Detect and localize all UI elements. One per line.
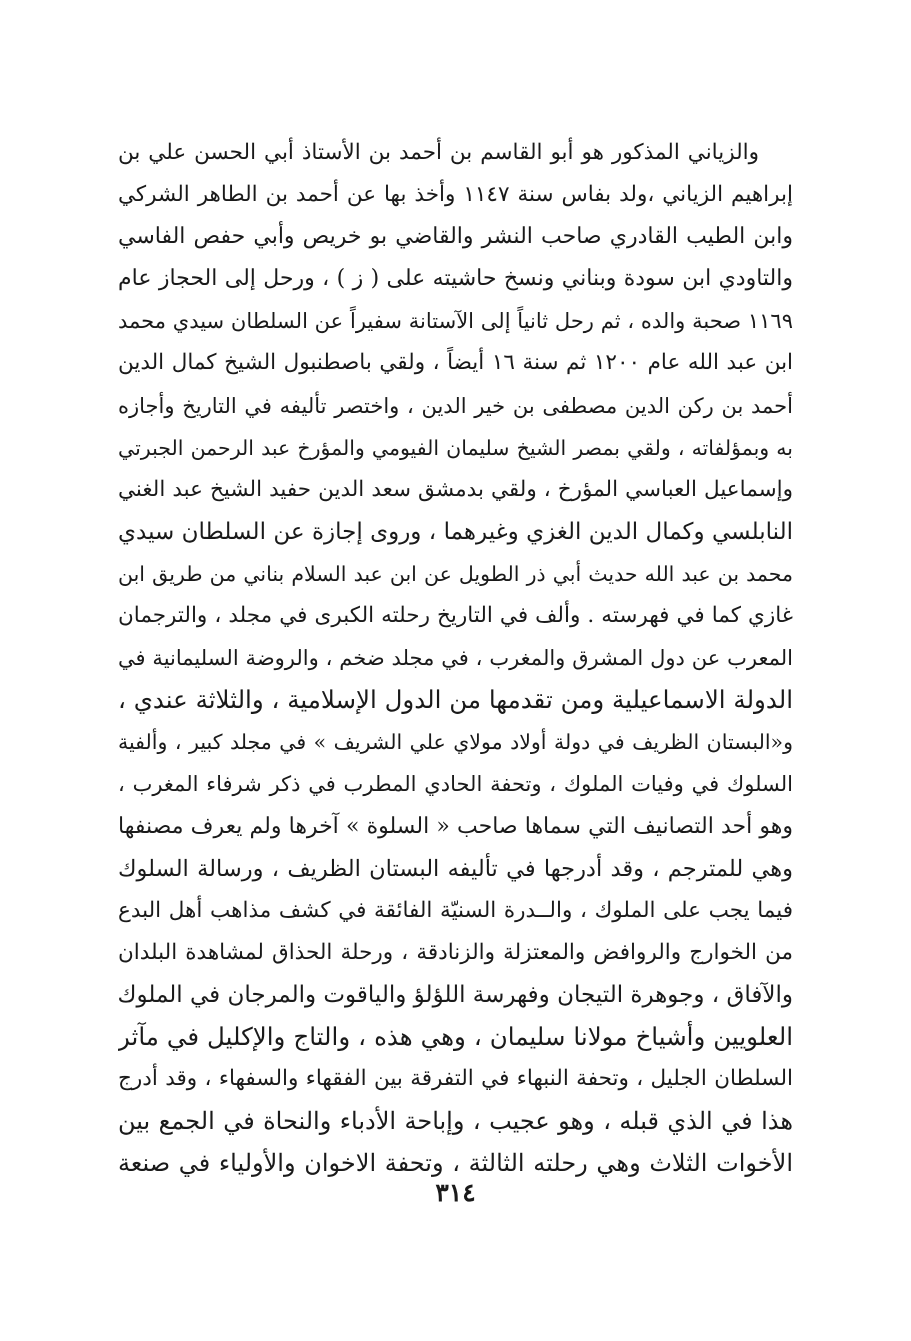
text-line: إبراهيم الزياني ،ولد بفاس سنة ١١٤٧ وأخذ بها عن أحمد بن الطاهر الشركي (118, 182, 793, 208)
text-line: ابن عبد الله عام ١٢٠٠ ثم سنة ١٦ أيضاً ، ولقي باصطنبول الشيخ كمال الدين (118, 350, 793, 376)
text-line: هذا في الذي قبله ، وهو عجيب ، وإباحة الأدباء والنحاة في الجمع بين (118, 1107, 793, 1136)
text-line: وهو أحد التصانيف التي سماها صاحب « السلوة » آخرها ولم يعرف مصنفها (118, 813, 793, 839)
text-line: وإسماعيل العباسي المؤرخ ، ولقي بدمشق سعد الدين حفيد الشيخ عبد الغني (118, 476, 793, 502)
text-line: السلوك في وفيات الملوك ، وتحفة الحادي المطرب في ذكر شرفاء المغرب ، (118, 772, 793, 797)
text-line: أحمد بن ركن الدين مصطفى بن خير الدين ، واختصر تأليفه في التاريخ وأجازه (118, 393, 793, 418)
text-line: فيما يجب على الملوك ، والــدرة السنيّة الفائقة في كشف مذاهب أهل البدع (118, 897, 793, 923)
text-line: محمد بن عبد الله حديث أبي ذر الطويل عن ابن عبد السلام بناني من طريق ابن (118, 561, 793, 586)
text-line: النابلسي وكمال الدين الغزي وغيرهما ، وروى إجازة عن السلطان سيدي (118, 518, 793, 545)
text-line: والآفاق ، وجوهرة التيجان وفهرسة اللؤلؤ والياقوت والمرجان في الملوك (118, 981, 793, 1008)
text-line: المعرب عن دول المشرق والمغرب ، في مجلد ضخم ، والروضة السليمانية في (118, 646, 793, 671)
text-line: والزياني المذكور هو أبو القاسم بن أحمد بن الأستاذ أبي الحسن علي بن (118, 140, 759, 165)
text-line: والتاودي ابن سودة وبناني ونسخ حاشيته على ( ز ) ، ورحل إلى الحجاز عام (118, 266, 793, 292)
text-line: من الخوارج والروافض والمعتزلة والزنادقة ، ورحلة الحذاق لمشاهدة البلدان (118, 939, 793, 965)
text-line: ١١٦٩ صحبة والده ، ثم رحل ثانياً إلى الآستانة سفيراً عن السلطان سيدي محمد (118, 309, 793, 334)
text-line: وابن الطيب القادري صاحب النشر والقاضي بو خريص وأبي حفص الفاسي (118, 224, 793, 250)
text-line: الأخوات الثلاث وهي رحلته الثالثة ، وتحفة الاخوان والأولياء في صنعة (118, 1149, 793, 1178)
text-line: به وبمؤلفاته ، ولقي بمصر الشيخ سليمان الفيومي والمؤرخ عبد الرحمن الجبرتي (118, 435, 793, 460)
body-text (118, 132, 793, 1184)
text-line: و«البستان الظريف في دولة أولاد مولاي علي الشريف » في مجلد كبير ، وألفية (118, 730, 793, 755)
page-number: ٣١٤ (435, 1178, 476, 1207)
text-line: السلطان الجليل ، وتحفة النبهاء في التفرقة بين الفقهاء والسفهاء ، وقد أدرج (118, 1066, 793, 1092)
text-line: العلويين وأشياخ مولانا سليمان ، وهي هذه ، والتاج والإكليل في مآثر (118, 1021, 793, 1051)
text-line: وهي للمترجم ، وقد أدرجها في تأليفه البستان الظريف ، ورسالة السلوك (118, 855, 793, 882)
text-line: غازي كما في فهرسته . وألف في التاريخ رحلته الكبرى في مجلد ، والترجمان (118, 603, 793, 629)
text-line: الدولة الاسماعيلية ومن تقدمها من الدول الإسلامية ، والثلاثة عندي ، (118, 685, 793, 715)
